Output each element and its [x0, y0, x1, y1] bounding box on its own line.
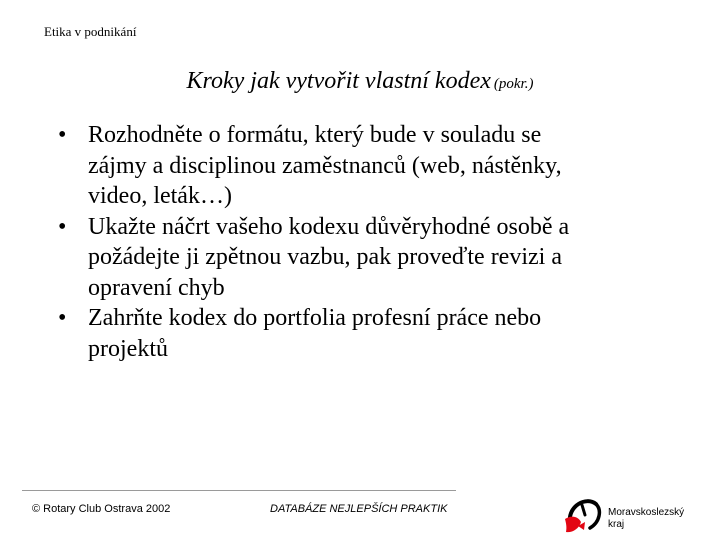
slide-title-text: Kroky jak vytvořit vlastní kodex — [186, 68, 491, 94]
bullet-item — [58, 120, 678, 212]
bullet-marker: • — [58, 305, 67, 331]
bullet-line: zájmy a disciplinou zaměstnanců (web, nástěnky, — [88, 152, 562, 179]
footer-copyright: © Rotary Club Ostrava 2002 — [32, 503, 171, 515]
logo-text-line: Moravskoslezský — [608, 507, 685, 518]
bullet-line: video, leták…) — [88, 183, 232, 209]
slide-title-suffix: (pokr.) — [493, 76, 534, 92]
bullet-item — [58, 303, 678, 364]
bullet-line: opravení chyb — [88, 274, 225, 301]
footer-database-label: DATABÁZE NEJLEPŠÍCH PRAKTIK — [270, 503, 448, 515]
slide-header-label: Etika v podnikání — [44, 24, 137, 39]
bullet-line: projektů — [88, 335, 168, 362]
bullet-line: Zahrňte kodex do portfolia profesní práce nebo — [88, 305, 542, 331]
bullet-line: Rozhodněte o formátu, který bude v souladu se — [88, 122, 542, 148]
moravskoslezsky-kraj-emblem-icon — [560, 492, 608, 538]
bullet-line: požádejte ji zpětnou vazbu, pak proveďte revizi a — [88, 244, 562, 270]
bullet-marker: • — [58, 213, 67, 240]
logo-text — [608, 507, 684, 531]
logo-text-line: kraj — [608, 519, 625, 530]
bullet-marker: • — [58, 122, 67, 148]
moravskoslezsky-kraj-logo — [560, 490, 720, 540]
slide-title — [0, 66, 720, 99]
footer-divider — [22, 490, 456, 491]
bullet-item — [58, 212, 678, 304]
bullet-line: Ukažte náčrt vašeho kodexu důvěryhodné osobě a — [88, 213, 570, 240]
bullet-list — [58, 120, 678, 364]
